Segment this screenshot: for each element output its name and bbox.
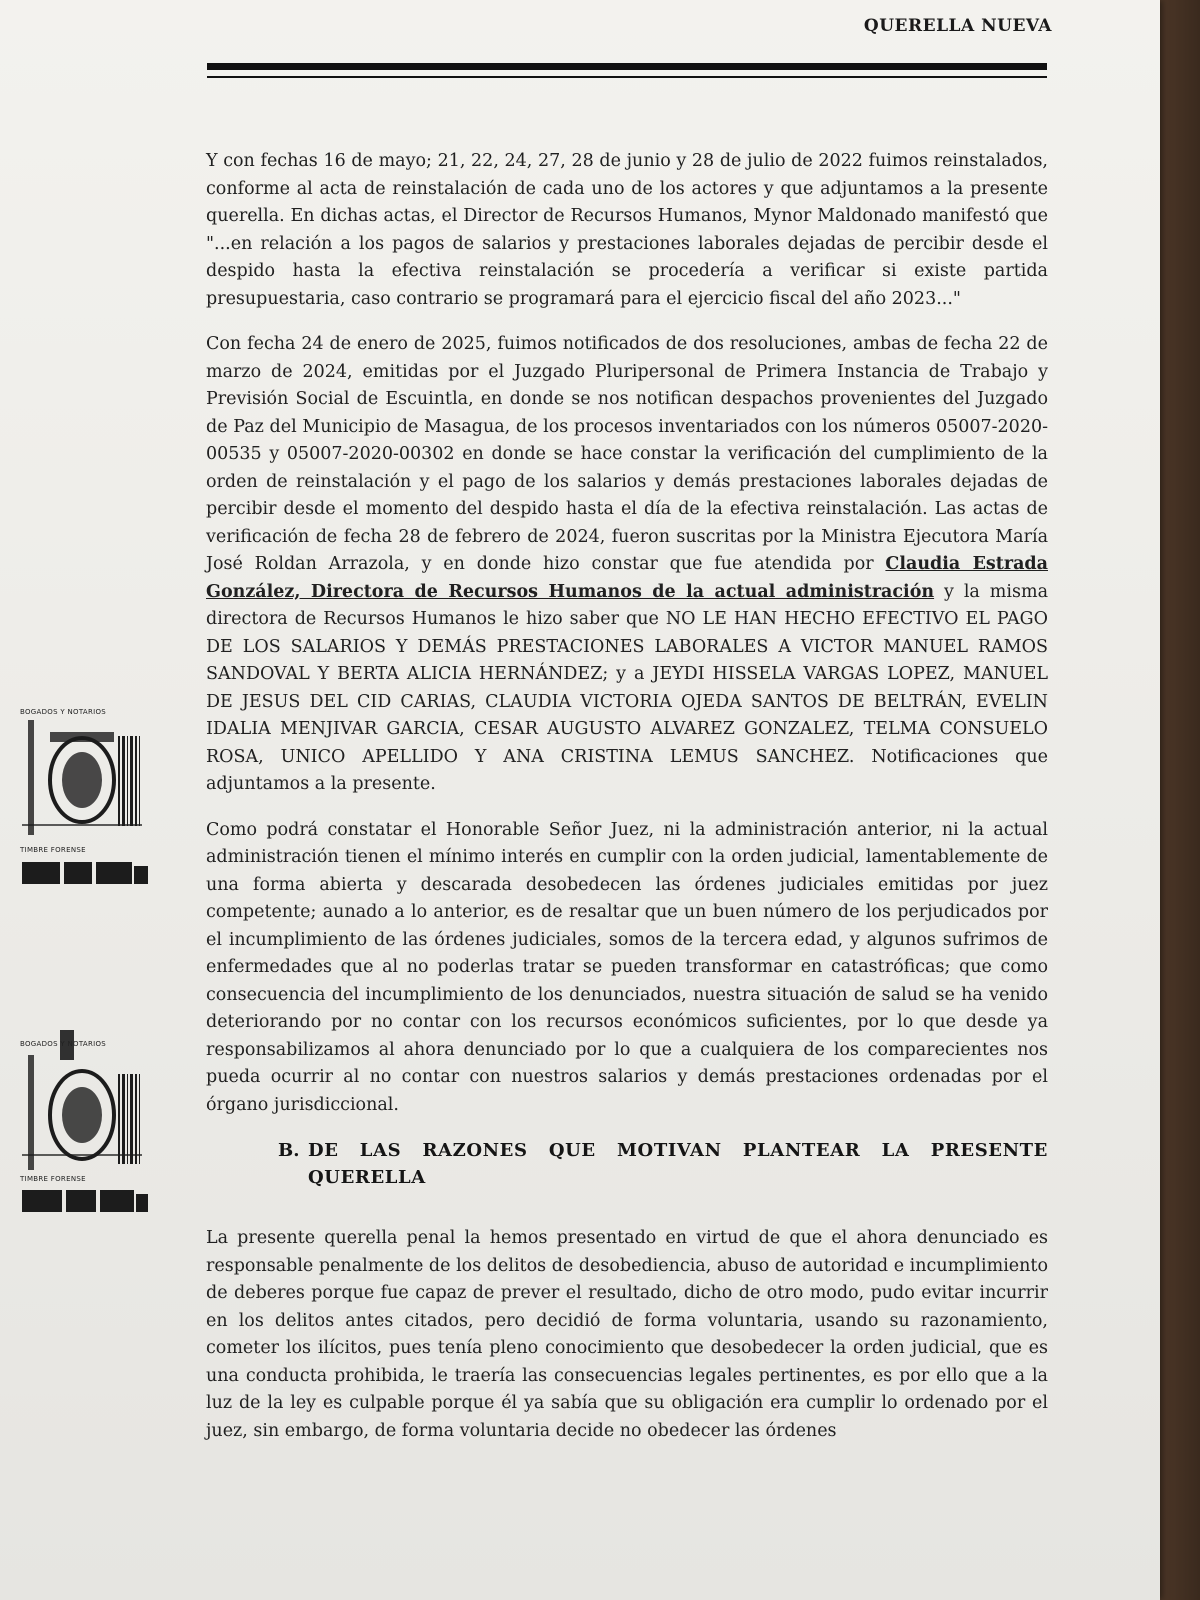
paragraph-4: La presente querella penal la hemos presentado en virtud de que el ahora denunciado es responsable penalmente de los delitos de desobediencia, abuso de autoridad e incumplimiento de deberes porque fue capaz de prever el resultado, dicho de otro modo, pudo evitar incurrir en los delitos antes citados, pero decidió de forma voluntaria, usando su razonamiento, cometer los ilícitos, pues tenía pleno conocimiento que desobedecer la orden judicial, que es una conducta prohibida, le traería las consecuencias legales pertinentes, es por ello que a la luz de la ley es culpable porque él ya sabía que su obligación era cumplir lo ordenado por el juez, sin embargo, de forma voluntaria decide no obedecer las órdenes: [206, 1228, 1048, 1441]
stamp-bottom-text: TIMBRE FORENSE: [20, 1175, 86, 1183]
notary-stamp: [20, 700, 150, 890]
stamp-top-text: BOGADOS Y NOTARIOS: [20, 1040, 107, 1048]
document-body: [206, 148, 1048, 1463]
notary-stamp: [20, 1030, 150, 1220]
stamp-bottom-text: TIMBRE FORENSE: [20, 846, 86, 854]
header-rule-thin: [207, 76, 1047, 78]
stamp-seal-icon: [20, 1030, 150, 1220]
paragraph-1: Y con fechas 16 de mayo; 21, 22, 24, 27, 28 de junio y 28 de julio de 2022 fuimos reinstalados, conforme al acta de reinstalación de cada uno de los actores y que adjuntamos a la presente querella. En dichas actas, el Director de Recursos Humanos, Mynor Maldonado manifestó que "...en relación a los pagos de salarios y prestaciones laborales dejadas de percibir desde el despido hasta la efectiva reinstalación se procedería a verificar si existe partida presupuestaria, caso contrario se programará para el ejercicio fiscal del año 2023...": [206, 151, 1048, 309]
header-rule: [207, 63, 1047, 70]
stamp-top-text: BOGADOS Y NOTARIOS: [20, 708, 107, 716]
section-heading-b: [278, 1137, 1048, 1191]
section-title: DE LAS RAZONES QUE MOTIVAN PLANTEAR LA PRESENTE QUERELLA: [308, 1140, 1048, 1188]
paragraph-3: Como podrá constatar el Honorable Señor Juez, ni la administración anterior, ni la actual administración tienen el mínimo interés en cumplir con la orden judicial, lamentablemente de una forma abierta y descarada desobedecen las órdenes judiciales emitidas por juez competente; aunado a lo anterior, es de resaltar que un buen número de los perjudicados por el incumplimiento de las órdenes judiciales, somos de la tercera edad, y algunos sufrimos de enfermedades que al no poderlas tratar se pueden transformar en catastróficas; que como consecuencia del incumplimiento de los denunciados, nuestra situación de salud se ha venido deteriorando por no contar con los recursos económicos suficientes, por lo que desde ya responsabilizamos al ahora denunciado por lo que a cualquiera de los comparecientes nos pueda ocurrir al no contar con nuestros salarios y demás prestaciones ordenadas por el órgano jurisdiccional.: [206, 819, 1048, 1115]
paragraph-2-underlined-text: Claudia Estrada González, Directora de Recursos Humanos de la actual administración: [206, 554, 1048, 602]
paragraph-2-text-before: Con fecha 24 de enero de 2025, fuimos notificados de dos resoluciones, ambas de fecha 22 de marzo de 2024, emitidas por el Juzgado Pluripersonal de Primera Instancia de Trabajo y Previsión Social de Escuintla, en donde se nos notifican despachos provenientes del Juzgado de Paz del Municipio de Masagua, de los procesos inventariados con los números 05007-2020-00535 y 05007-2020-00302 en donde se hace constar la verificación del cumplimiento de la orden de reinstalación y el pago de los salarios y demás prestaciones laborales dejadas de percibir desde el momento del despido hasta el día de la efectiva reinstalación. Las actas de verificación de fecha 28 de febrero de 2024, fueron suscritas por la Ministra Ejecutora María José Roldan Arrazola, y en donde hizo constar que fue atendida por: [206, 334, 1048, 574]
section-letter: B.: [278, 1140, 300, 1161]
paragraph-2: [206, 331, 1048, 799]
header-title: QUERELLA NUEVA: [863, 16, 1052, 36]
stamp-seal-icon: [20, 700, 150, 890]
paragraph-2-text-after: y la misma directora de Recursos Humanos le hizo saber que NO LE HAN HECHO EFECTIVO EL PAGO DE LOS SALARIOS Y DEMÁS PRESTACIONES LABORALES A VICTOR MANUEL RAMOS SANDOVAL Y BERTA ALICIA HERNÁNDEZ; y a JEYDI HISSELA VARGAS LOPEZ, MANUEL DE JESUS DEL CID CARIAS, CLAUDIA VICTORIA OJEDA SANTOS DE BELTRÁN, EVELIN IDALIA MENJIVAR GARCIA, CESAR AUGUSTO ALVAREZ GONZALEZ, TELMA CONSUELO ROSA, UNICO APELLIDO Y ANA CRISTINA LEMUS SANCHEZ. Notificaciones que adjuntamos a la presente.: [206, 581, 1048, 794]
